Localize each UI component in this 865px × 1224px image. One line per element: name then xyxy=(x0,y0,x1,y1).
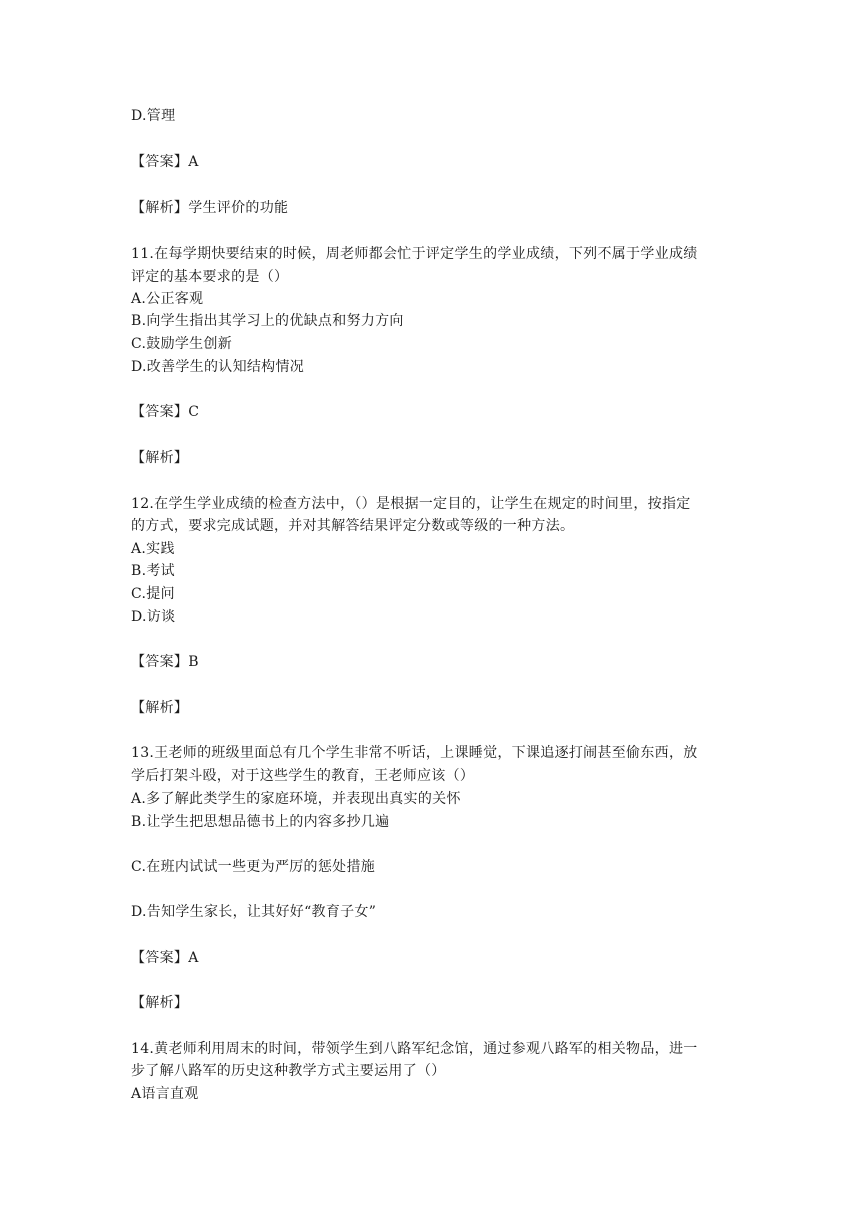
q12-option-d: D.访谈 xyxy=(131,609,176,625)
q11-answer: 【答案】C xyxy=(131,404,200,420)
q12-answer: 【答案】B xyxy=(131,654,199,670)
q13-stem-line-2: 学后打架斗殴，对于这些学生的教育，王老师应该（） xyxy=(131,768,475,784)
q11-option-c: C.鼓励学生创新 xyxy=(131,336,233,352)
q13-option-c: C.在班内试试一些更为严厉的惩处措施 xyxy=(131,859,376,875)
q13-option-a: A.多了解此类学生的家庭环境，并表现出真实的关怀 xyxy=(131,791,461,807)
q11-option-b: B.向学生指出其学习上的优缺点和努力方向 xyxy=(131,313,404,329)
q13-option-d: D.告知学生家长，让其好好“教育子女” xyxy=(131,904,377,920)
prev-analysis: 【解析】学生评价的功能 xyxy=(131,200,289,216)
q14-stem-line-1: 14.黄老师利用周末的时间，带领学生到八路军纪念馆，通过参观八路军的相关物品，进一 xyxy=(131,1041,698,1057)
q12-stem-line-1: 12.在学生学业成绩的检查方法中，（）是根据一定目的，让学生在规定的时间里，按指定 xyxy=(131,496,691,512)
prev-option-d: D.管理 xyxy=(131,108,176,124)
q11-option-a: A.公正客观 xyxy=(131,291,204,307)
q11-option-d: D.改善学生的认知结构情况 xyxy=(131,359,305,375)
prev-answer: 【答案】A xyxy=(131,154,199,170)
q12-option-a: A.实践 xyxy=(131,541,175,557)
q13-answer: 【答案】A xyxy=(131,950,199,966)
q11-analysis: 【解析】 xyxy=(131,450,189,466)
q12-option-c: C.提问 xyxy=(131,586,175,602)
q12-option-b: B.考试 xyxy=(131,563,175,579)
q13-option-b: B.让学生把思想品德书上的内容多抄几遍 xyxy=(131,814,390,830)
q11-stem-line-1: 11.在每学期快要结束的时候，周老师都会忙于评定学生的学业成绩，下列不属于学业成绩 xyxy=(131,246,698,262)
q14-option-a: A语言直观 xyxy=(131,1086,199,1102)
q14-stem-line-2: 步了解八路军的历史这种教学方式主要运用了（） xyxy=(131,1063,446,1079)
q11-stem-line-2: 评定的基本要求的是（） xyxy=(131,269,289,285)
q12-stem-line-2: 的方式，要求完成试题，并对其解答结果评定分数或等级的一种方法。 xyxy=(131,518,575,534)
q13-analysis: 【解析】 xyxy=(131,995,189,1011)
q13-stem-line-1: 13.王老师的班级里面总有几个学生非常不听话，上课睡觉，下课追逐打闹甚至偷东西，放 xyxy=(131,745,698,761)
q12-analysis: 【解析】 xyxy=(131,700,189,716)
